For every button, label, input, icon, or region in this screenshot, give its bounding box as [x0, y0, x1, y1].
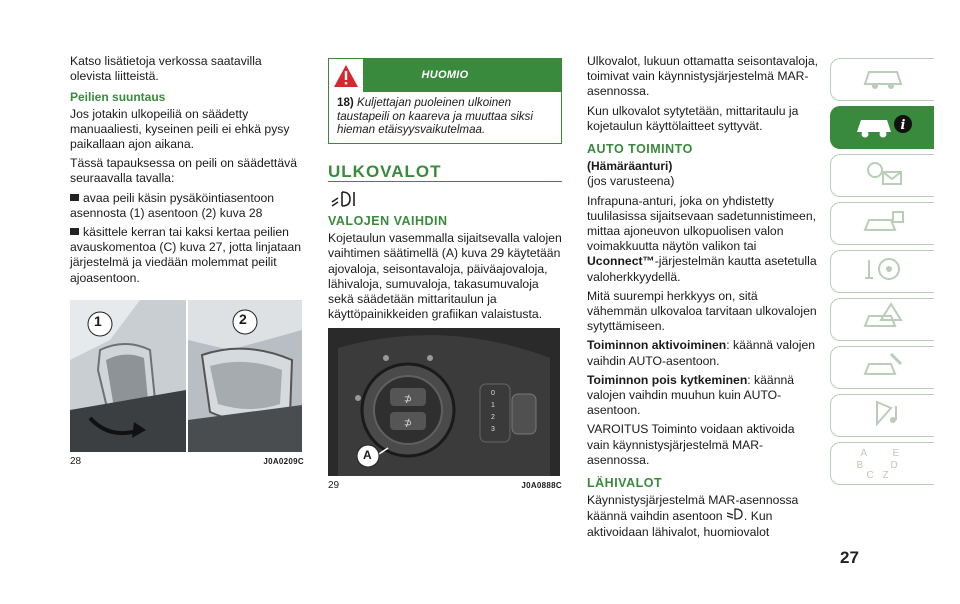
lights-message-icon [861, 158, 905, 193]
figure-number: 29 [328, 480, 340, 492]
tab-lights[interactable] [830, 154, 934, 197]
dial-mark-3: 3 [491, 426, 495, 434]
section-title-ulkovalot: ULKOVALOT [328, 164, 562, 182]
figure-label-1: 1 [94, 312, 102, 329]
svg-text:i: i [900, 118, 905, 133]
warning-paragraph: VAROITUS Toiminto voidaan aktivoida vain käynnistysjärjestelmä MAR-asennossa. [587, 422, 795, 467]
svg-text:⊅: ⊅ [403, 418, 413, 430]
column-middle [328, 58, 562, 494]
activation-paragraph: Toiminnon aktivoiminen: käännä valojen vaihdin AUTO-asentoon. [587, 338, 816, 368]
intro-text: Katso lisätietoja verkossa saatavilla olevista liitteistä. [70, 54, 262, 84]
car-wrench-icon [861, 350, 905, 385]
notice-box [328, 58, 562, 144]
bullet-square-icon [70, 228, 79, 235]
page-number: 27 [840, 548, 859, 567]
ulkovalot-paragraph-1: Ulkovalot, lukuun ottamatta seisontavaloja, toimivat vain käynnistysjärjestelmä MAR-asennossa. [587, 54, 819, 99]
notice-title: HUOMIO [421, 68, 469, 81]
bullet-1: avaa peili käsin pysäköintiasentoon asennosta (1) asentoon (2) kuva 28 [70, 190, 275, 220]
bullet-square-icon [70, 194, 79, 201]
mirror-photo [70, 300, 302, 452]
tab-index[interactable] [830, 442, 934, 485]
notice-number: 18) [337, 96, 354, 109]
uconnect-label: Uconnect™ [587, 254, 655, 269]
car-info-icon [853, 110, 913, 145]
light-switch-icon [328, 188, 562, 212]
section-subhead-mirrors: Peilien suuntaus [70, 90, 166, 105]
car-dashboard-icon [861, 62, 905, 97]
figure-label-a: A [363, 448, 372, 463]
section-title-lahivalot: LÄHIVALOT [587, 476, 663, 491]
dial-mark-0: 0 [491, 390, 495, 398]
tab-security[interactable] [830, 202, 934, 245]
tab-dashboard[interactable] [830, 58, 934, 101]
tab-driving[interactable] [830, 250, 934, 293]
section-title-auto: AUTO TOIMINTO [587, 142, 693, 157]
mirror-paragraph-1: Jos jotakin ulkopeiliä on säädetty manuaaliesti, kyseinen peili ei ehkä pysy paikallaan ajon aikana. [70, 106, 290, 152]
car-lock-icon [861, 206, 905, 241]
dial-mark-2: 2 [491, 414, 495, 422]
vaihdin-paragraph: Kojetaulun vasemmalla sijaitsevalla valojen vaihtimen säätimellä (A) kuva 29 käytetään ajovaloja, seisontavaloja, päiväajovaloja, lähivaloja, sumuvaloja, takasumuvaloja sekä säädetään mittaritaulun ja käyttöpainikkeiden grafiikan valaistusta. [328, 231, 562, 322]
notice-body [329, 92, 561, 143]
figure-code: J0A0888C [521, 481, 562, 491]
sensor-paragraph: Infrapuna-anturi, joka on yhdistetty tuulilasissa sijaitsevaan sadetunnistimeen, mittaa ajoneuvon ulkopuolisen valon voimakkuutta näytön valikon tai Uconnect™-järjestelmän kautta asetetulla valoherkkyydellä. [587, 193, 817, 284]
warning-icon [329, 59, 363, 92]
mirror-paragraph-2: Tässä tapauksessa on peili on säädettävä seuraavalla tavalla: [70, 156, 297, 186]
sensitivity-paragraph: Mitä suurempi herkkyys on, sitä vähemmän ulkovaloa tarvitaan ulkovalojen sytyttämiseen. [587, 288, 817, 334]
ulkovalot-paragraph-2: Kun ulkovalot sytytetään, mittaritaulu ja kojetaulun käyttölaitteet syttyvät. [587, 103, 799, 133]
column-right [587, 54, 819, 544]
notice-header [329, 59, 561, 92]
mirror-illustration [70, 300, 302, 452]
optional-note: (jos varusteena) [587, 174, 675, 189]
tab-car-info[interactable] [830, 106, 934, 149]
figure-caption-28 [70, 454, 304, 469]
bullet-2: käsittele kerran tai kaksi kertaa peilien avauskomentoa (C) kuva 27, jotta linjataan järjestelmä ja viedään molemmat peilit ajoasentoon. [70, 225, 302, 285]
figure-caption-29 [328, 478, 562, 493]
car-warning-icon [861, 302, 905, 337]
figure-29 [328, 328, 562, 493]
figure-code: J0A0209C [263, 456, 304, 466]
lahivalot-paragraph: Käynnistysjärjestelmä MAR-asennossa käännä vaihdin asentoon . Kun aktivoidaan lähivalot, huomiovalot [587, 493, 799, 539]
dial-mark-1: 1 [491, 402, 495, 410]
figure-label-2: 2 [239, 310, 247, 327]
index-letters-icon: A E B D C Z [856, 447, 900, 481]
light-switch-photo [328, 328, 560, 476]
music-nav-icon [861, 398, 905, 433]
tab-maintenance[interactable] [830, 346, 934, 389]
tab-warnings[interactable] [830, 298, 934, 341]
svg-text:⊅: ⊅ [403, 394, 413, 406]
figure-number: 28 [70, 455, 82, 467]
column-left [70, 54, 304, 469]
figure-28 [70, 300, 304, 469]
steering-wheel-icon [861, 254, 905, 289]
low-beam-icon [726, 509, 744, 523]
section-subtitle-hamaraanturi: (Hämäräanturi) [587, 159, 673, 174]
chapter-tabs [830, 58, 934, 490]
tab-multimedia[interactable] [830, 394, 934, 437]
section-subtitle-vaihdin: VALOJEN VAIHDIN [328, 213, 448, 228]
notice-text: Kuljettajan puoleinen ulkoinen taustapeili on kaareva ja muuttaa siksi hieman etäisyysvaikutelmaa. [337, 96, 533, 136]
deactivation-paragraph: Toiminnon pois kytkeminen: käännä valojen vaihdin muuhun kuin AUTO-asentoon. [587, 372, 795, 418]
